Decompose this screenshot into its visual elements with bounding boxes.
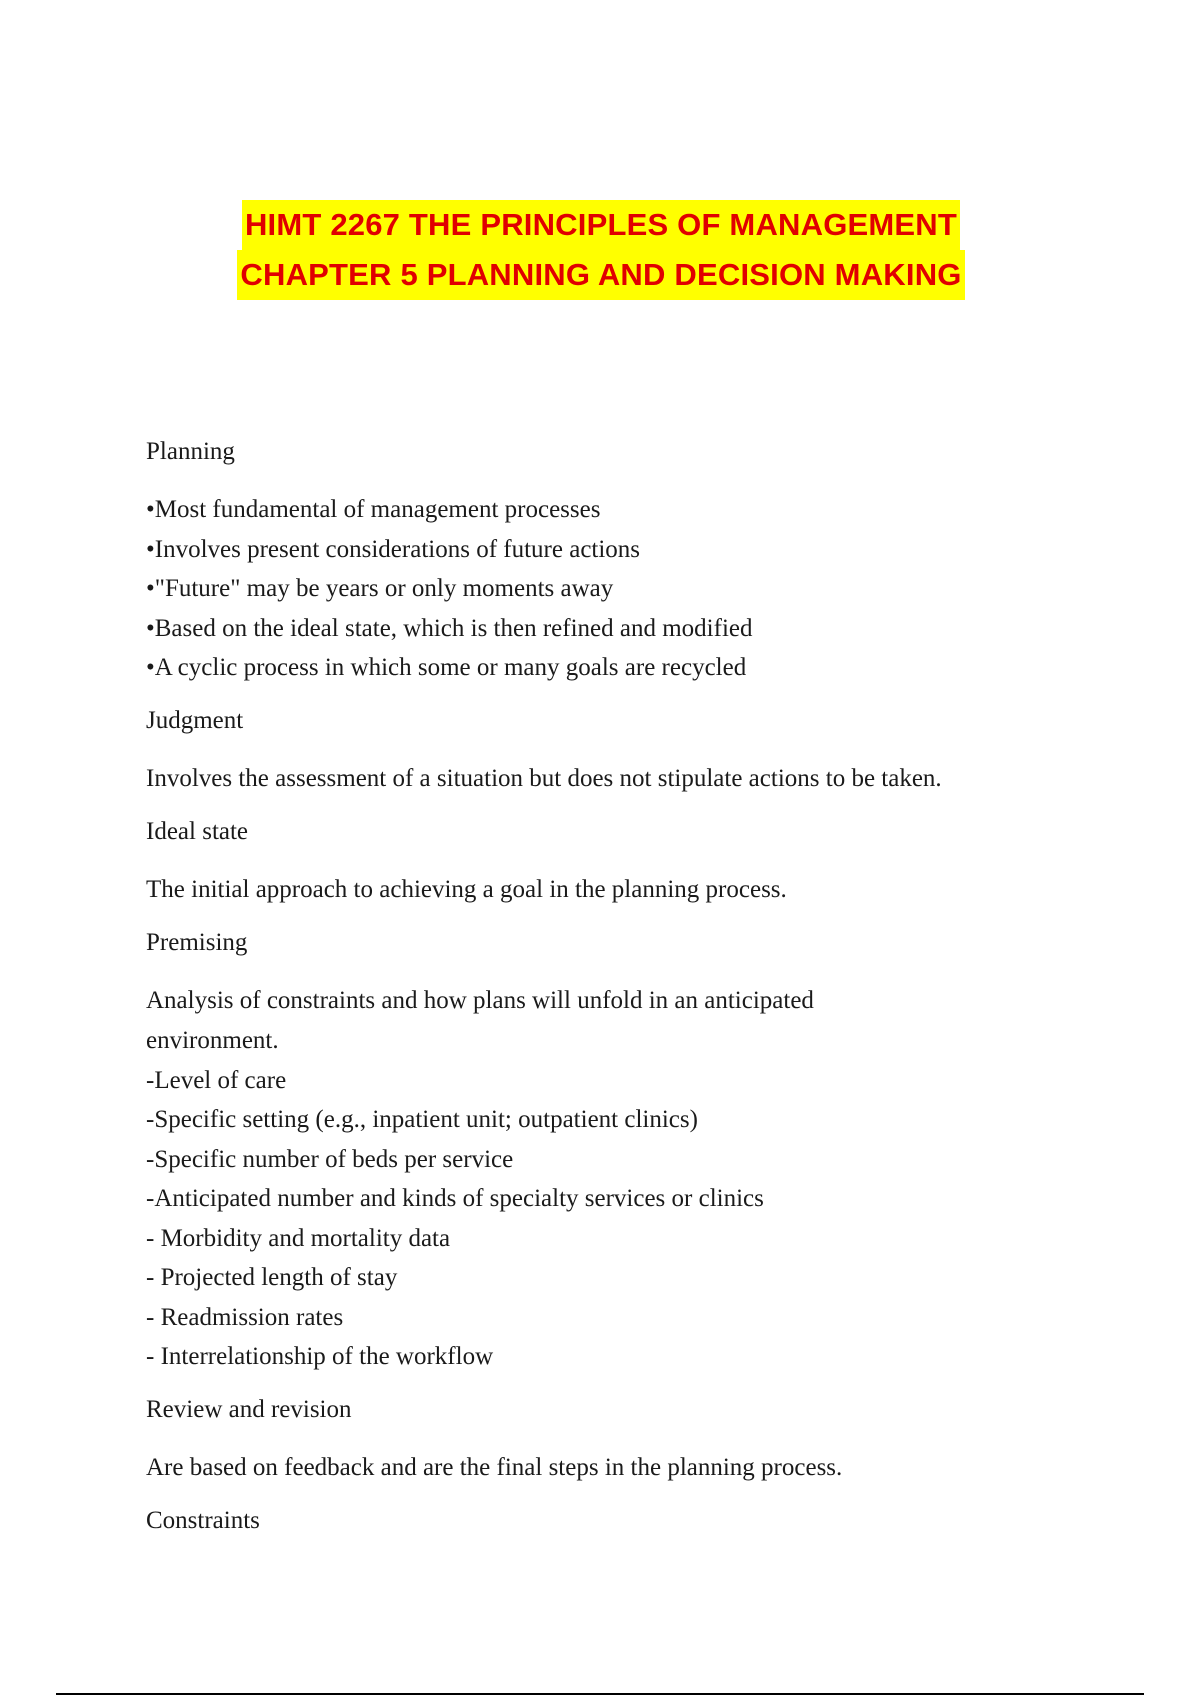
title-line-chapter: CHAPTER 5 PLANNING AND DECISION MAKING xyxy=(237,250,964,300)
list-item: -Specific number of beds per service xyxy=(146,1145,514,1173)
heading-ideal-state: Ideal state xyxy=(146,817,249,845)
heading-judgment: Judgment xyxy=(146,706,244,734)
list-item: - Readmission rates xyxy=(146,1303,344,1331)
list-item: •Based on the ideal state, which is then refined and modified xyxy=(146,614,753,642)
list-item: -Anticipated number and kinds of specialty services or clinics xyxy=(146,1185,764,1212)
document-title xyxy=(182,200,1020,300)
bottom-divider xyxy=(56,1693,1144,1695)
ideal-state-definition: The initial approach to achieving a goal in the planning process. xyxy=(146,875,787,903)
premising-definition: Analysis of constraints and how plans will unfold in an anticipated environment. xyxy=(146,986,814,1054)
document-body xyxy=(146,435,1086,1559)
review-definition: Are based on feedback and are the final steps in the planning process. xyxy=(146,1453,843,1481)
heading-review-and-revision: Review and revision xyxy=(146,1395,352,1423)
heading-planning: Planning xyxy=(146,438,235,465)
list-item: •Most fundamental of management processes xyxy=(146,496,601,523)
list-item: - Interrelationship of the workflow xyxy=(146,1343,494,1370)
judgment-definition: Involves the assessment of a situation but does not stipulate actions to be taken. xyxy=(146,764,942,792)
planning-bullet-list xyxy=(146,490,1086,688)
premising-item-list xyxy=(146,1061,1086,1377)
heading-premising: Premising xyxy=(146,928,248,956)
title-line-course: HIMT 2267 THE PRINCIPLES OF MANAGEMENT xyxy=(242,200,960,250)
list-item: - Projected length of stay xyxy=(146,1264,398,1291)
heading-constraints: Constraints xyxy=(146,1506,260,1534)
list-item: •A cyclic process in which some or many goals are recycled xyxy=(146,654,747,681)
list-item: -Level of care xyxy=(146,1066,287,1094)
list-item: -Specific setting (e.g., inpatient unit; outpatient clinics) xyxy=(146,1106,698,1133)
list-item: - Morbidity and mortality data xyxy=(146,1224,451,1252)
list-item: •Involves present considerations of future actions xyxy=(146,535,641,563)
list-item: •"Future" may be years or only moments away xyxy=(146,575,614,602)
